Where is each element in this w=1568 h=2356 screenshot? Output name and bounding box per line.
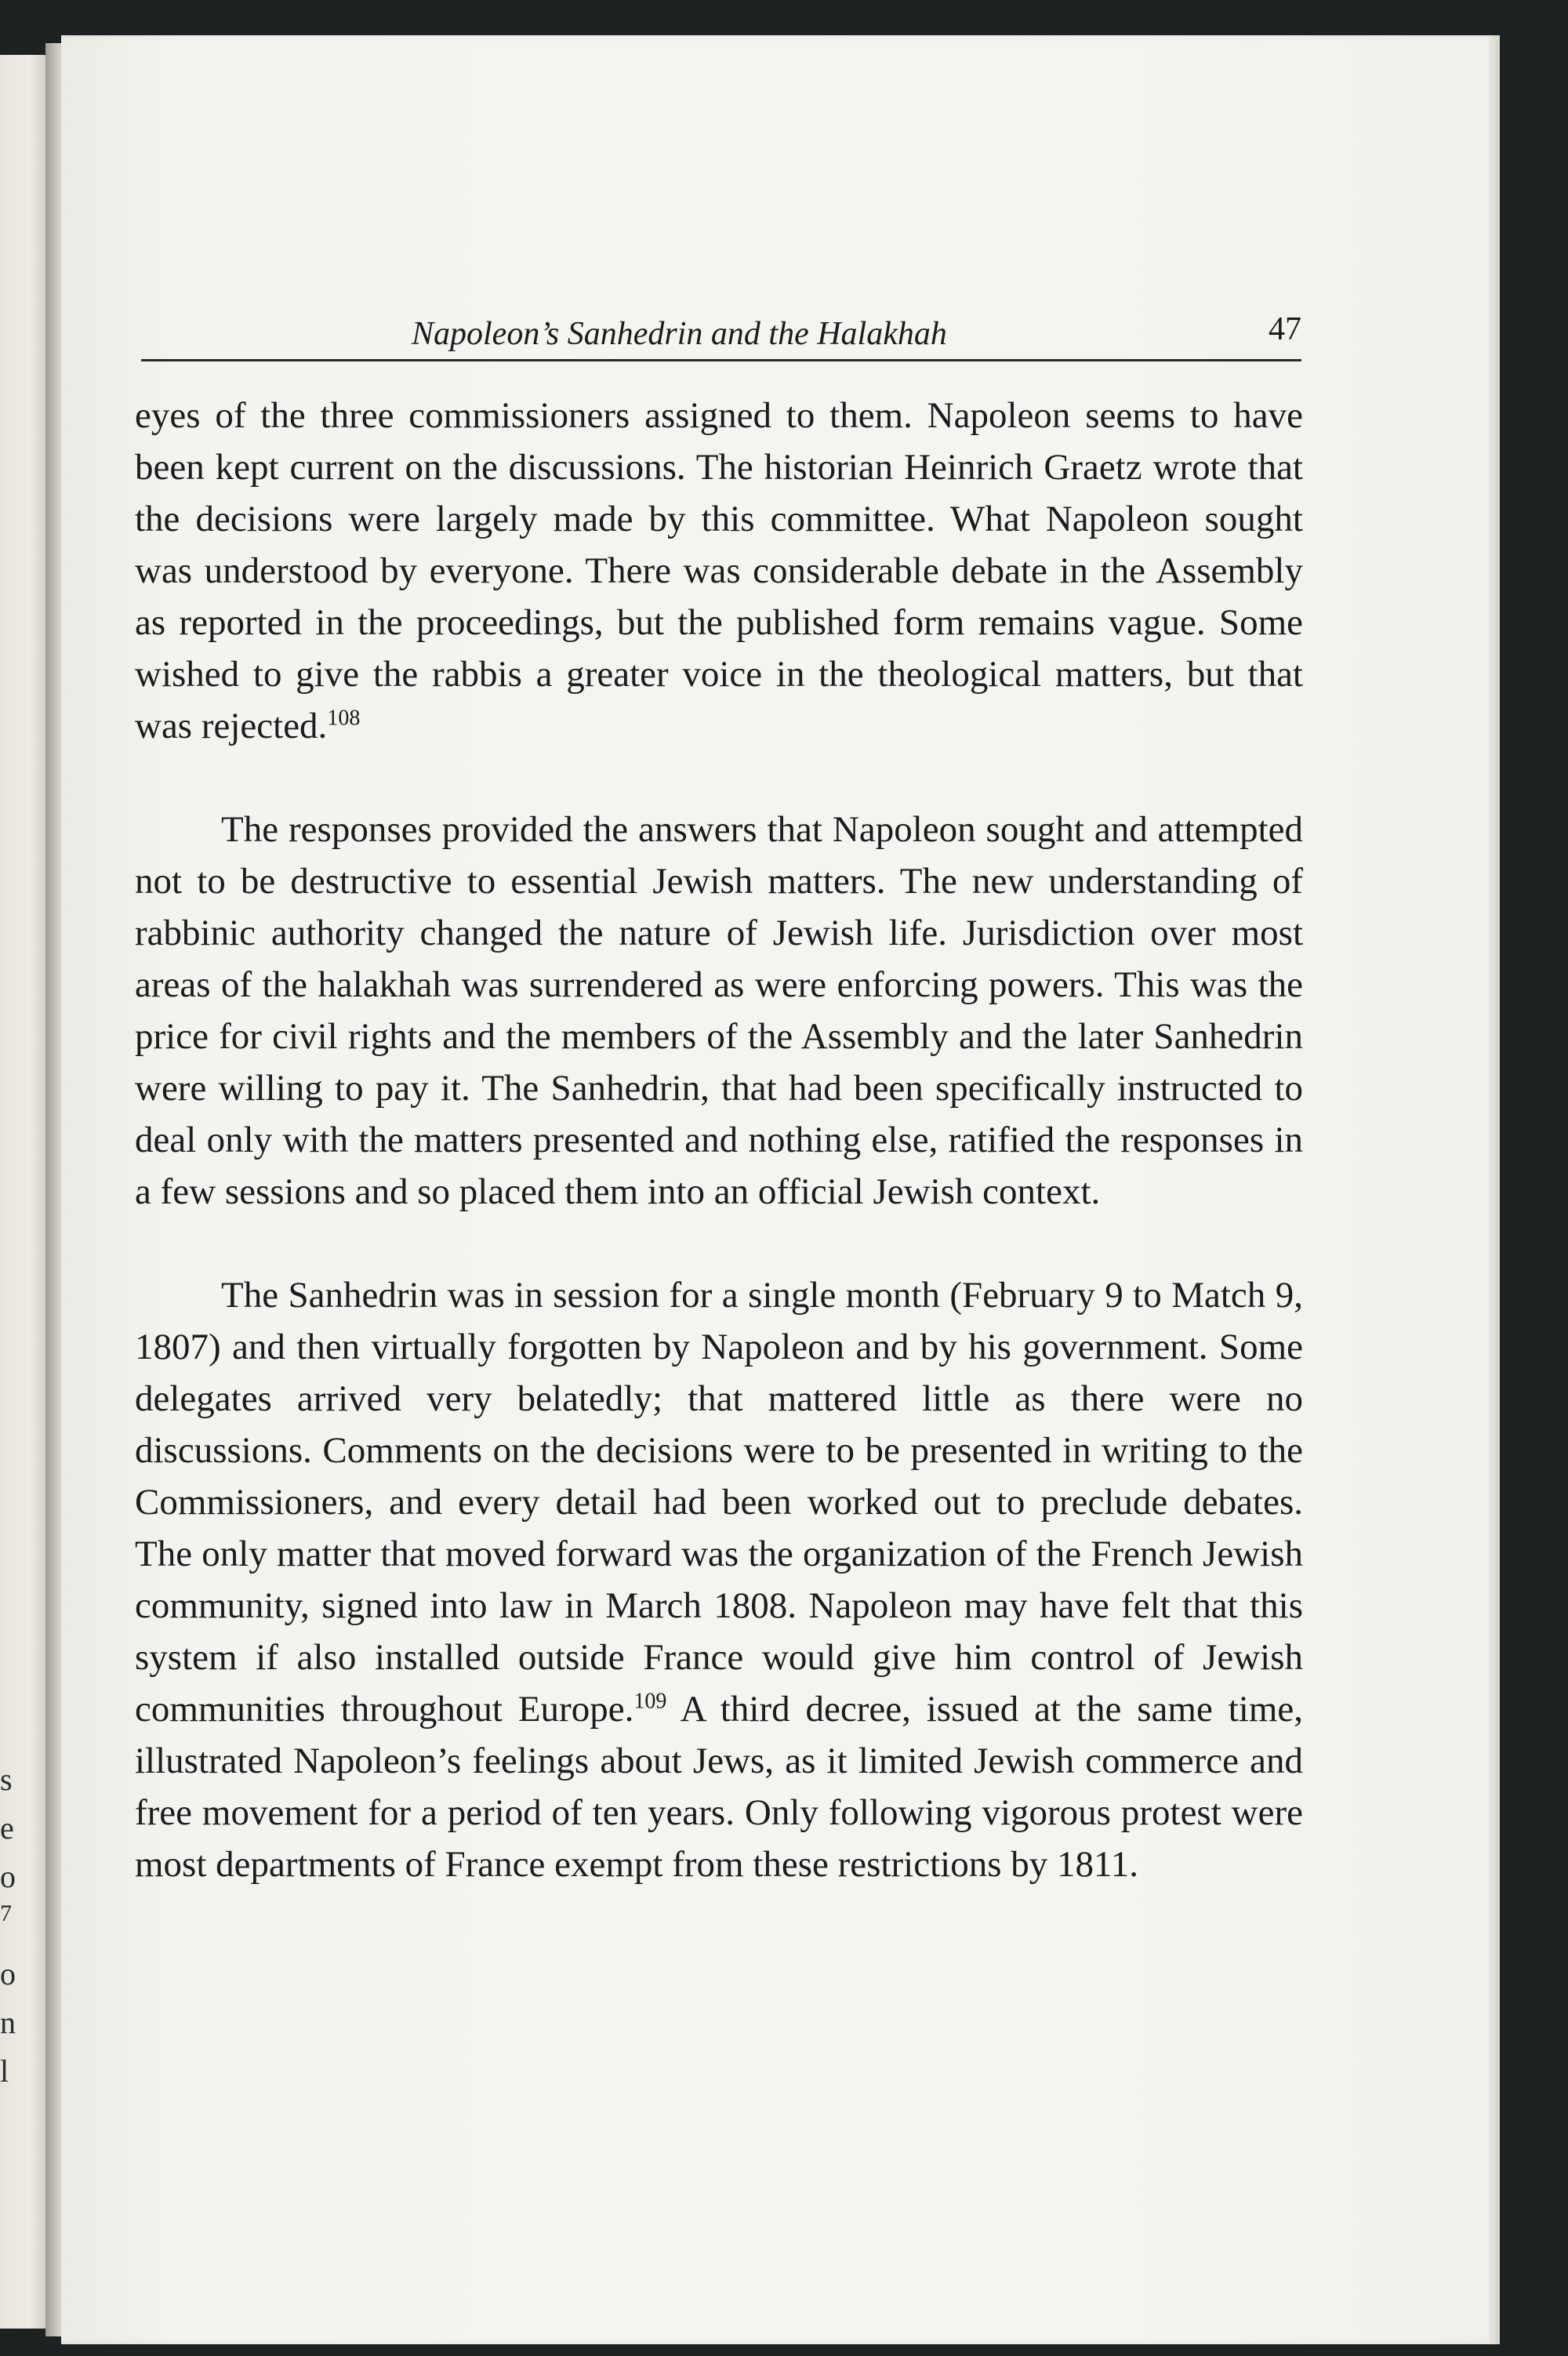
running-head: [141, 311, 1301, 361]
footnote-marker-108: 108: [327, 706, 361, 731]
page-number: 47: [1269, 311, 1301, 347]
paragraph-2: The responses provided the answers that Napoleon sought and attempted not to be destructive to essential Jewish matters. The new understanding of rabbinic authority changed the nature of Jewish life. Jurisdiction over most areas of the halakhah was surrendered as were enforcing powers. This was the price for civil rights and the members of the Assembly and the later Sanhedrin were willing to pay it. The Sanhedrin, that had been specifically instructed to deal only with the matters presented and nothing else, ratified the responses in a few sessions and so placed them into an official Jewish context.: [135, 809, 1303, 1212]
facing-page-text-fragment: s e o 7 o n l: [0, 1762, 16, 2089]
running-title: Napoleon’s Sanhedrin and the Halakhah: [412, 316, 947, 352]
facing-page: [0, 55, 49, 2329]
paragraph-3: The Sanhedrin was in session for a single month (February 9 to Match 9, 1807) and then virtually forgotten by Napoleon and by his government. Some delegates arrived very belatedly; that mattered little as there were no discussions. Comments on the decisions were to be presented in writing to the Commissioners, and every detail had been worked out to preclude debates. The only matter that moved forward was the organization of the French Jewish community, signed into law in March 1808. Napoleon may have felt that this system if also installed outside France would give him control of Jewish communities throughout Europe.$^{109}$ A third decree, issued at the same time, illustrated Napoleon’s feelings about Jews, as it limited Jewish commerce and free movement for a period of ten years. Only following vigorous protest were most departments of France exempt from these restrictions by 1811.: [135, 1275, 1304, 1885]
paragraph-1: eyes of the three commissioners assigned to them. Napoleon seems to have been kept current on the discussions. The historian Heinrich Graetz wrote that the decisions were largely made by this committee. What Napoleon sought was understood by everyone. There was considerable debate in the Assembly as reported in the proceedings, but the published form remains vague. Some wished to give the rabbis a greater voice in the theological matters, but that was rejected.$^{108}$: [135, 395, 1303, 746]
page-edge: [1489, 35, 1500, 2344]
body-text: [135, 390, 1303, 1890]
footnote-marker-109: 109: [633, 1689, 667, 1714]
